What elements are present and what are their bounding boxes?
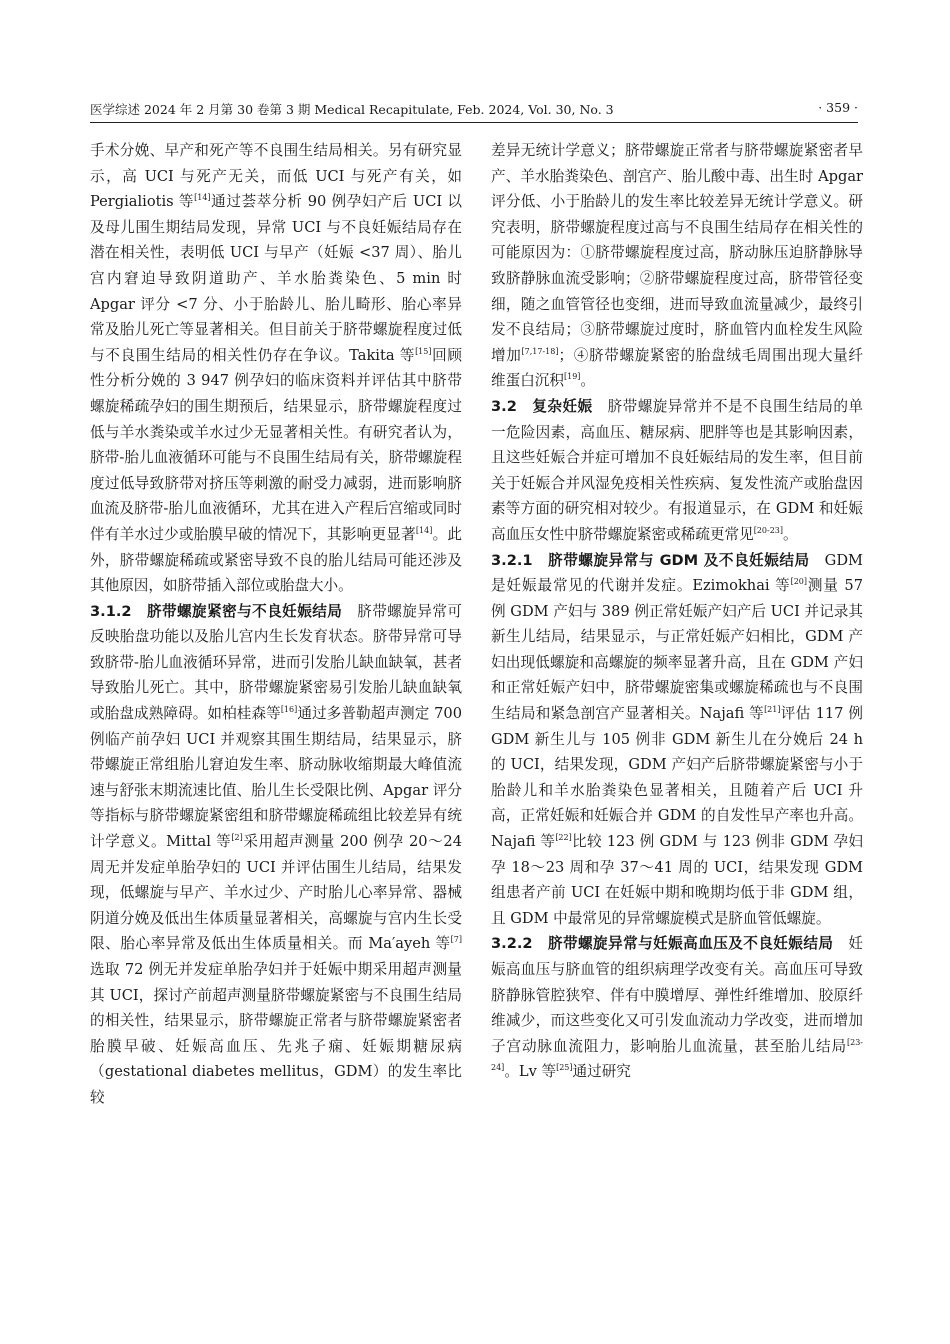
citation[interactable]: [14] bbox=[415, 525, 433, 535]
paragraph-text: 评估 117 例 GDM 新生儿与 105 例非 GDM 新生儿在分娩后 24 h 的 UCI，结果发现，GDM 产妇产后脐带螺旋紧密与小于胎龄儿和羊水胎粪染色显著相关，且随着产后 UCI 升高，正常妊娠和妊娠合并 GDM 的自发性早产率也升高。Najafi 等 bbox=[491, 705, 863, 851]
citation[interactable]: [15] bbox=[415, 346, 432, 356]
paragraph-text: 脐带螺旋异常并不是不良围生结局的单一危险因素，高血压、糖尿病、肥胖等也是其影响因素，且这些妊娠合并症可增加不良妊娠结局的发生率，但目前关于妊娠合并风湿免疫相关性疾病、复发性流产或胎盘因素等方面的研究相对较少。有报道显示，在 GDM 和妊娠高血压女性中脐带螺旋紧密或稀疏更常见 bbox=[491, 397, 863, 543]
section-heading: 3.1.2 脐带螺旋紧密与不良妊娠结局 bbox=[90, 602, 343, 620]
section-heading: 3.2.2 脐带螺旋异常与妊娠高血压及不良妊娠结局 bbox=[491, 935, 834, 953]
citation[interactable]: [14] bbox=[194, 193, 211, 203]
running-header bbox=[90, 96, 858, 123]
section-3-2-2 bbox=[491, 931, 863, 1085]
left-column bbox=[90, 138, 462, 1111]
paragraph-text: 回顾性分析分娩的 3 947 例孕妇的临床资料并评估其中脐带螺旋稀疏孕妇的围生期预后，结果显示，脐带螺旋程度过低与羊水粪染或羊水过少无显著相关性。有研究者认为，脐带-胎儿血液循环可能与不良围生结局有关，脐带螺旋程度过低导致脐带对挤压等刺激的耐受力减弱，进而影响脐血流及脐带-胎儿血液循环，尤其在进入产程后宫缩或同时伴有羊水过少或胎膜早破的情况下，其影响更显著 bbox=[90, 346, 462, 543]
journal-info: 医学综述 2024 年 2 月第 30 卷第 3 期 Medical Recapitulate, Feb. 2024, Vol. 30, No. 3 bbox=[90, 102, 614, 117]
paragraph-text: 。 bbox=[580, 372, 596, 390]
paragraph-text: 脐带螺旋异常可反映胎盘功能以及胎儿宫内生长发育状态。脐带异常可导致脐带-胎儿血液循环异常，进而引发胎儿缺血缺氧，甚者导致胎儿死亡。其中，脐带螺旋紧密易引发胎儿缺血缺氧或胎盘成熟障碍。如柏桂森等 bbox=[90, 602, 462, 723]
paragraph-text: 测量 57 例 GDM 产妇与 389 例正常妊娠产妇产后 UCI 并记录其新生儿结局，结果显示，与正常妊娠产妇相比，GDM 产妇出现低螺旋和高螺旋的频率显著升高，且在 GDM 产妇和正常妊娠产妇中，脐带螺旋密集或螺旋稀疏也与不良围生结局和紧急剖宫产显著相关。Najafi 等 bbox=[491, 577, 863, 723]
citation[interactable]: [20] bbox=[790, 577, 808, 587]
paragraph-text: GDM 是妊娠最常见的代谢并发症。Ezimokhai 等 bbox=[491, 551, 863, 595]
right-column bbox=[491, 138, 863, 1085]
paragraph-text: 通过多普勒超声测定 700 例临产前孕妇 UCI 并观察其围生期结局，结果显示，脐带螺旋正常组胎儿窘迫发生率、脐动脉收缩期最大峰值流速与舒张末期流速比值、胎儿生长受限比例、Apgar 评分等指标与脐带螺旋紧密组和脐带螺旋稀疏组比较差异有统计学意义。Mittal 等 bbox=[90, 705, 462, 851]
citation[interactable]: [7] bbox=[450, 935, 462, 945]
paragraph-text: 妊娠高血压与脐血管的组织病理学改变有关。高血压可导致脐静脉管腔狭窄、伴有中膜增厚、弹性纤维增加、胶原纤维减少，而这些变化又可引发血流动力学改变，进而增加子宫动脉血流阻力，影响胎儿血流量，甚至胎儿结局 bbox=[491, 935, 863, 1055]
paragraph-text: 。Lv 等 bbox=[504, 1063, 557, 1081]
paragraph-text: 。 bbox=[783, 525, 798, 543]
page-number: · 359 · bbox=[818, 100, 858, 115]
citation[interactable]: [7,17-18] bbox=[521, 346, 559, 356]
paragraph-text: 差异无统计学意义；脐带螺旋正常者与脐带螺旋紧密者早产、羊水胎粪染色、剖宫产、胎儿酸中毒、出生时 Apgar 评分低、小于胎龄儿的发生率比较差异无统计学意义。研究表明，脐带螺旋程度过高与不良围生结局存在相关性的可能原因为：①脐带螺旋程度过高，脐动脉压迫脐静脉导致脐静脉血流受影响；②脐带螺旋程度过高，脐带管径变细，随之血管管径也变细，进而导致血流量减少，最终引发不良结局；③脐带螺旋过度时，脐血管内血栓发生风险增加 bbox=[491, 142, 863, 364]
citation[interactable]: [19] bbox=[563, 372, 581, 382]
paragraph-text: 采用超声测量 200 例孕 20～24 周无并发症单胎孕妇的 UCI 并评估围生儿结局，结果发现，低螺旋与早产、羊水过少、产时胎儿心率异常、器械阴道分娩及低出生体质量显著相关，高螺旋与宫内生长受限、胎心率异常及低出生体质量相关。而 Ma′ayeh 等 bbox=[90, 833, 462, 953]
paragraph-text: 通过荟萃分析 90 例孕妇产后 UCI 以及母儿围生期结局发现，异常 UCI 与不良妊娠结局存在潜在相关性，表明低 UCI 与早产（妊娠 <37 周）、胎儿宫内窘迫导致阴道助产、羊水胎粪染色、5 min 时 Apgar 评分 <7 分、小于胎龄儿、胎儿畸形、胎心率异常及胎儿死亡等显著相关。但目前关于脐带螺旋程度过低与不良围生结局的相关性仍存在争议。Takita 等 bbox=[90, 193, 462, 364]
paragraph bbox=[491, 138, 863, 394]
section-heading: 3.2.1 脐带螺旋异常与 GDM 及不良妊娠结局 bbox=[491, 551, 810, 569]
citation[interactable]: [16] bbox=[280, 705, 298, 715]
citation[interactable]: [20-23] bbox=[753, 525, 784, 535]
citation[interactable]: [25] bbox=[556, 1063, 573, 1073]
citation[interactable]: [2] bbox=[231, 833, 243, 843]
paragraph-text: 。此外，脐带螺旋稀疏或紧密导致不良的胎儿结局可能还涉及其他原因，如脐带插入部位或胎盘大小。 bbox=[90, 525, 462, 595]
paragraph-text: 选取 72 例无并发症单胎孕妇并于妊娠中期采用超声测量其 UCI，探讨产前超声测量脐带螺旋紧密与不良围生结局的相关性，结果显示，脐带螺旋正常者与脐带螺旋紧密者胎膜早破、妊娠高血压、先兆子痫、妊娠期糖尿病（gestational diabetes mellitus，GDM）的发生率比较 bbox=[90, 961, 462, 1106]
section-3-2 bbox=[491, 394, 863, 548]
section-heading: 3.2 复杂妊娠 bbox=[491, 397, 593, 415]
paragraph-text: 通过研究 bbox=[572, 1063, 631, 1081]
citation[interactable]: [23-24] bbox=[491, 1037, 863, 1073]
paragraph bbox=[90, 138, 462, 599]
paragraph-text: 比较 123 例 GDM 与 123 例非 GDM 孕妇孕 18～23 周和孕 37～41 周的 UCI，结果发现 GDM 组患者产前 UCI 在妊娠中期和晚期均低于非 GDM 组，且 GDM 中最常见的异常螺旋模式是脐血管低螺旋。 bbox=[491, 833, 863, 927]
citation[interactable]: [22] bbox=[555, 833, 572, 843]
citation[interactable]: [21] bbox=[764, 705, 781, 715]
section-3-1-2 bbox=[90, 599, 462, 1111]
section-3-2-1 bbox=[491, 548, 863, 932]
paragraph-text: 手术分娩、早产和死产等不良围生结局相关。另有研究显示，高 UCI 与死产无关，而低 UCI 与死产有关，如 Pergialiotis 等 bbox=[90, 142, 462, 211]
paragraph-text: ；④脐带螺旋紧密的胎盘绒毛周围出现大量纤维蛋白沉积 bbox=[491, 346, 863, 390]
